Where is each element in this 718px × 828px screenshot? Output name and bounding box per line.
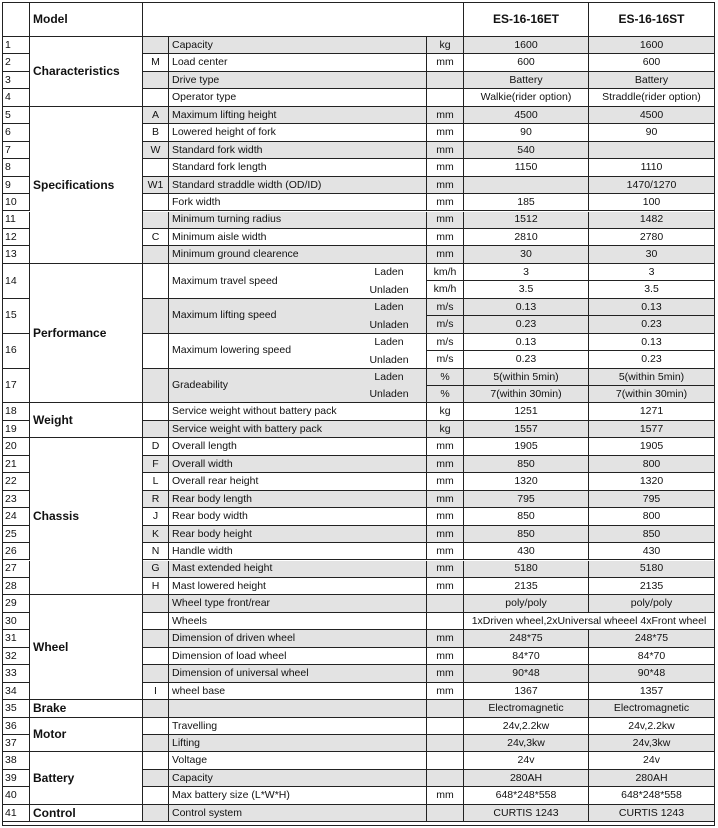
dimension-code: [143, 421, 169, 438]
value-model-a: Electromagnetic: [464, 700, 589, 717]
value-model-a: 1150: [464, 159, 589, 176]
dimension-code: J: [143, 508, 169, 525]
value-model-b: 100: [589, 194, 715, 211]
value-model-a: 7(within 30min): [464, 386, 589, 403]
row-number: 3: [2, 72, 30, 89]
value-model-b: 800: [589, 456, 715, 473]
dimension-code: [143, 613, 169, 630]
value-model-a: 1905: [464, 438, 589, 455]
item-name: wheel base: [169, 683, 427, 700]
item-name: Mast lowered height: [169, 578, 427, 595]
value-model-b: 1482: [589, 212, 715, 229]
value-model-a: Battery: [464, 72, 589, 89]
value-model-a: 648*248*558: [464, 787, 589, 804]
row-number: 38: [2, 752, 30, 769]
unit: mm: [427, 142, 464, 159]
item-name: Dimension of universal wheel: [169, 665, 427, 682]
item-name: Lifting: [169, 735, 427, 752]
dimension-code: [143, 159, 169, 176]
value-model-a: 0.13: [464, 299, 589, 316]
row-number: 14: [2, 264, 30, 299]
item-name: Capacity: [169, 770, 427, 787]
value-model-b: 648*248*558: [589, 787, 715, 804]
value-model-a: 850: [464, 508, 589, 525]
value-model-b: Straddle(rider option): [589, 89, 715, 106]
unit: [427, 700, 464, 717]
dimension-code: W: [143, 142, 169, 159]
item-name: Minimum aisle width: [169, 229, 427, 246]
header-model: Model: [30, 2, 143, 37]
group-label: Control: [30, 805, 143, 822]
value-model-a: 0.23: [464, 351, 589, 368]
value-model-a: 795: [464, 491, 589, 508]
dimension-code: L: [143, 473, 169, 490]
value-model-a: 540: [464, 142, 589, 159]
dimension-code: [143, 299, 169, 334]
value-model-b: 84*70: [589, 648, 715, 665]
group-label: Battery: [30, 752, 143, 804]
dimension-code: W1: [143, 177, 169, 194]
item-name: Standard straddle width (OD/ID): [169, 177, 427, 194]
value-model-b: 2780: [589, 229, 715, 246]
row-number: 6: [2, 124, 30, 141]
unit: m/s: [427, 351, 464, 368]
dimension-code: [143, 246, 169, 263]
value-model-b: 1357: [589, 683, 715, 700]
item-name: Rear body length: [169, 491, 427, 508]
unit: mm: [427, 473, 464, 490]
item-name: [169, 700, 427, 717]
dimension-code: [143, 630, 169, 647]
unit: mm: [427, 124, 464, 141]
item-name: Maximum travel speed: [169, 264, 427, 299]
dimension-code: G: [143, 561, 169, 578]
dimension-code: F: [143, 456, 169, 473]
row-number: 30: [2, 613, 30, 630]
dimension-code: [143, 787, 169, 804]
value-model-b: 795: [589, 491, 715, 508]
value-model-a: 84*70: [464, 648, 589, 665]
value-model-a: 1557: [464, 421, 589, 438]
row-number: 35: [2, 700, 30, 717]
row-number: 36: [2, 718, 30, 735]
value-model-b: 24v,2.2kw: [589, 718, 715, 735]
unit: [427, 770, 464, 787]
value-model-b: 0.13: [589, 299, 715, 316]
item-name: Voltage: [169, 752, 427, 769]
dimension-code: C: [143, 229, 169, 246]
row-number: 1: [2, 37, 30, 54]
dimension-code: [143, 700, 169, 717]
unit: mm: [427, 561, 464, 578]
value-model-a: 4500: [464, 107, 589, 124]
item-name: Minimum turning radius: [169, 212, 427, 229]
row-number: 22: [2, 473, 30, 490]
unit: m/s: [427, 316, 464, 333]
row-number: 32: [2, 648, 30, 665]
unit: [427, 752, 464, 769]
unit: [427, 735, 464, 752]
item-name: Service weight without battery pack: [169, 403, 427, 420]
item-name: Max battery size (L*W*H): [169, 787, 427, 804]
dimension-code: [143, 595, 169, 612]
row-number: 25: [2, 526, 30, 543]
item-name: Overall rear height: [169, 473, 427, 490]
value-model-a: 1320: [464, 473, 589, 490]
condition-unladen: Unladen: [369, 388, 409, 401]
dimension-code: [143, 805, 169, 822]
dimension-code: [143, 770, 169, 787]
value-model-b: 1470/1270: [589, 177, 715, 194]
unit: mm: [427, 665, 464, 682]
unit: mm: [427, 578, 464, 595]
value-model-a: 248*75: [464, 630, 589, 647]
value-model-a: 30: [464, 246, 589, 263]
value-model-b: 1600: [589, 37, 715, 54]
item-name: Maximum lowering speed: [169, 334, 427, 369]
unit: mm: [427, 543, 464, 560]
group-label: Motor: [30, 718, 143, 753]
value-model-b: 90*48: [589, 665, 715, 682]
item-name: Load center: [169, 54, 427, 71]
value-model-a: 600: [464, 54, 589, 71]
value-model-a: 24v,3kw: [464, 735, 589, 752]
condition-laden: Laden: [374, 371, 404, 384]
value-model-b: 850: [589, 526, 715, 543]
condition-laden: Laden: [374, 266, 404, 279]
group-label: Specifications: [30, 107, 143, 264]
value-model-b: 3.5: [589, 281, 715, 298]
value-model-b: CURTIS 1243: [589, 805, 715, 822]
unit: mm: [427, 526, 464, 543]
item-name: Lowered height of fork: [169, 124, 427, 141]
value-model-b: 5(within 5min): [589, 369, 715, 386]
value-model-a: 24v,2.2kw: [464, 718, 589, 735]
dimension-code: [143, 37, 169, 54]
group-label: Brake: [30, 700, 143, 717]
item-name: Rear body height: [169, 526, 427, 543]
value-model-b: 7(within 30min): [589, 386, 715, 403]
item-name: Operator type: [169, 89, 427, 106]
unit: [427, 613, 464, 630]
value-model-a: 1512: [464, 212, 589, 229]
unit: mm: [427, 787, 464, 804]
value-model-a: 850: [464, 456, 589, 473]
row-number: 18: [2, 403, 30, 420]
row-number: 29: [2, 595, 30, 612]
dimension-code: K: [143, 526, 169, 543]
row-number: 21: [2, 456, 30, 473]
unit: mm: [427, 107, 464, 124]
condition-laden: Laden: [374, 336, 404, 349]
value-model-b: 4500: [589, 107, 715, 124]
row-number: 12: [2, 229, 30, 246]
item-name: Rear body width: [169, 508, 427, 525]
dimension-code: M: [143, 54, 169, 71]
value-model-b: 1320: [589, 473, 715, 490]
unit: mm: [427, 438, 464, 455]
value-model-b: 2135: [589, 578, 715, 595]
dimension-code: [143, 665, 169, 682]
value-model-a: 0.23: [464, 316, 589, 333]
dimension-code: [143, 403, 169, 420]
dimension-code: N: [143, 543, 169, 560]
dimension-code: B: [143, 124, 169, 141]
value-model-b: 5180: [589, 561, 715, 578]
dimension-code: [143, 264, 169, 299]
value-model-a: 2810: [464, 229, 589, 246]
item-name: Wheels: [169, 613, 427, 630]
value-model-a: [464, 177, 589, 194]
dimension-code: [143, 334, 169, 369]
value-model-b: Battery: [589, 72, 715, 89]
value-model-a: 3: [464, 264, 589, 281]
dimension-code: I: [143, 683, 169, 700]
unit: mm: [427, 229, 464, 246]
row-number: 20: [2, 438, 30, 455]
item-name: Handle width: [169, 543, 427, 560]
unit: mm: [427, 508, 464, 525]
value-model-b: 1110: [589, 159, 715, 176]
dimension-code: A: [143, 107, 169, 124]
unit: mm: [427, 54, 464, 71]
item-name: Service weight with battery pack: [169, 421, 427, 438]
value-model-a: 1367: [464, 683, 589, 700]
unit: mm: [427, 212, 464, 229]
value-model-b: 800: [589, 508, 715, 525]
condition-unladen: Unladen: [369, 318, 409, 331]
row-number: 24: [2, 508, 30, 525]
dimension-code: [143, 752, 169, 769]
unit: [427, 595, 464, 612]
row-number: 7: [2, 142, 30, 159]
value-model-a: poly/poly: [464, 595, 589, 612]
value-model-b: 24v: [589, 752, 715, 769]
value-model-b: 0.23: [589, 351, 715, 368]
value-model-b: 1577: [589, 421, 715, 438]
group-label: Characteristics: [30, 37, 143, 107]
item-name: Dimension of load wheel: [169, 648, 427, 665]
value-model-b: 280AH: [589, 770, 715, 787]
dimension-code: [143, 194, 169, 211]
value-model-a: 185: [464, 194, 589, 211]
row-number: 4: [2, 89, 30, 106]
row-number: 8: [2, 159, 30, 176]
group-label: Chassis: [30, 438, 143, 595]
dimension-code: [143, 718, 169, 735]
value-model-a: 430: [464, 543, 589, 560]
value-model-a: Walkie(rider option): [464, 89, 589, 106]
unit: kg: [427, 403, 464, 420]
item-name: Standard fork length: [169, 159, 427, 176]
item-name: Fork width: [169, 194, 427, 211]
value-model-b: 1271: [589, 403, 715, 420]
row-number: 28: [2, 578, 30, 595]
row-number: 10: [2, 194, 30, 211]
row-number: 5: [2, 107, 30, 124]
group-label: Wheel: [30, 595, 143, 700]
dimension-code: D: [143, 438, 169, 455]
item-name: Minimum ground clearence: [169, 246, 427, 263]
item-name: Travelling: [169, 718, 427, 735]
value-model-b: Electromagnetic: [589, 700, 715, 717]
unit: mm: [427, 630, 464, 647]
value-model-a: 90*48: [464, 665, 589, 682]
unit: m/s: [427, 299, 464, 316]
unit: [427, 89, 464, 106]
group-label: Performance: [30, 264, 143, 404]
item-name: Wheel type front/rear: [169, 595, 427, 612]
condition-unladen: Unladen: [369, 283, 409, 296]
group-label: Weight: [30, 403, 143, 438]
unit: mm: [427, 491, 464, 508]
unit: mm: [427, 159, 464, 176]
item-name: Capacity: [169, 37, 427, 54]
unit: mm: [427, 246, 464, 263]
row-number: 16: [2, 334, 30, 369]
row-number: 37: [2, 735, 30, 752]
unit: mm: [427, 648, 464, 665]
unit: mm: [427, 194, 464, 211]
row-number: 34: [2, 683, 30, 700]
item-name: Maximum lifting speed: [169, 299, 427, 334]
dimension-code: R: [143, 491, 169, 508]
unit: m/s: [427, 334, 464, 351]
row-number: 13: [2, 246, 30, 263]
row-number: 27: [2, 561, 30, 578]
row-number: 9: [2, 177, 30, 194]
value-model-b: 30: [589, 246, 715, 263]
value-model-b: poly/poly: [589, 595, 715, 612]
header-spacer: [143, 2, 464, 37]
row-number: 31: [2, 630, 30, 647]
value-model-b: 24v,3kw: [589, 735, 715, 752]
value-model-b: 248*75: [589, 630, 715, 647]
value-model-a: 1251: [464, 403, 589, 420]
row-number: 41: [2, 805, 30, 822]
row-number: 39: [2, 770, 30, 787]
condition-unladen: Unladen: [369, 353, 409, 366]
value-model-a: 2135: [464, 578, 589, 595]
value-merged: 1xDriven wheel,2xUniversal wheeel 4xFront wheel: [464, 613, 715, 630]
item-name: Drive type: [169, 72, 427, 89]
dimension-code: [143, 369, 169, 404]
unit: %: [427, 369, 464, 386]
unit: kg: [427, 37, 464, 54]
dimension-code: [143, 648, 169, 665]
unit: [427, 805, 464, 822]
row-number: 2: [2, 54, 30, 71]
row-number: 23: [2, 491, 30, 508]
item-name: Control system: [169, 805, 427, 822]
row-number: 19: [2, 421, 30, 438]
dimension-code: [143, 89, 169, 106]
dimension-code: [143, 72, 169, 89]
value-model-b: [589, 142, 715, 159]
value-model-b: 430: [589, 543, 715, 560]
dimension-code: [143, 212, 169, 229]
dimension-code: H: [143, 578, 169, 595]
unit: mm: [427, 177, 464, 194]
unit: kg: [427, 421, 464, 438]
unit: %: [427, 386, 464, 403]
value-model-a: 850: [464, 526, 589, 543]
value-model-a: 0.13: [464, 334, 589, 351]
unit: km/h: [427, 281, 464, 298]
value-model-b: 90: [589, 124, 715, 141]
value-model-b: 3: [589, 264, 715, 281]
value-model-a: 5180: [464, 561, 589, 578]
item-name: Dimension of driven wheel: [169, 630, 427, 647]
value-model-a: 24v: [464, 752, 589, 769]
unit: [427, 72, 464, 89]
value-model-a: 280AH: [464, 770, 589, 787]
header-blank: [2, 2, 30, 37]
value-model-b: 1905: [589, 438, 715, 455]
unit: mm: [427, 683, 464, 700]
value-model-a: CURTIS 1243: [464, 805, 589, 822]
value-model-a: 1600: [464, 37, 589, 54]
unit: mm: [427, 456, 464, 473]
unit: [427, 718, 464, 735]
value-model-a: 5(within 5min): [464, 369, 589, 386]
dimension-code: [143, 735, 169, 752]
row-number: 11: [2, 212, 30, 229]
item-name: Maximum lifting height: [169, 107, 427, 124]
unit: km/h: [427, 264, 464, 281]
item-name: Standard fork width: [169, 142, 427, 159]
value-model-b: 0.13: [589, 334, 715, 351]
row-number: 40: [2, 787, 30, 804]
item-name: Mast extended height: [169, 561, 427, 578]
item-name: Overall length: [169, 438, 427, 455]
item-name: Overall width: [169, 456, 427, 473]
item-name: Gradeability: [169, 369, 427, 404]
row-number: 33: [2, 665, 30, 682]
value-model-a: 3.5: [464, 281, 589, 298]
row-number: 15: [2, 299, 30, 334]
row-number: 17: [2, 369, 30, 404]
row-number: 26: [2, 543, 30, 560]
value-model-b: 0.23: [589, 316, 715, 333]
value-model-a: 90: [464, 124, 589, 141]
header-model-b: ES-16-16ST: [589, 2, 715, 37]
header-model-a: ES-16-16ET: [464, 2, 589, 37]
value-model-b: 600: [589, 54, 715, 71]
condition-laden: Laden: [374, 301, 404, 314]
